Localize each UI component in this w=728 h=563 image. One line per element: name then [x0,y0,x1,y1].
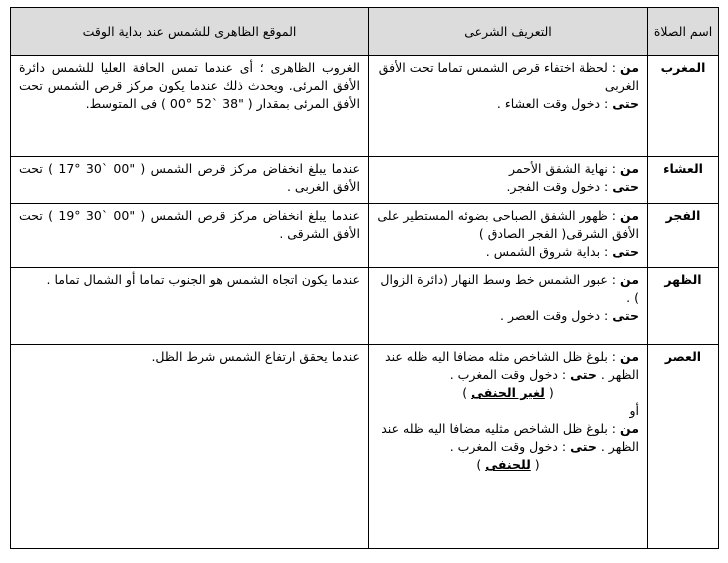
header-sun-position: الموقع الظاهرى للشمس عند بداية الوقت [11,8,369,56]
to-label: حتى [612,244,639,259]
from-label: من [620,60,639,75]
from-text: : بلوغ ظل الشاخص مثليه مضافا اليه ظله عند الظهر . [381,421,639,454]
prayer-name: العشاء [648,157,719,204]
sun-position: عندما يحقق ارتفاع الشمس شرط الظل. [11,345,369,549]
prayer-definition [369,56,648,157]
header-prayer-name: اسم الصلاة [648,8,719,56]
to-label: حتى [612,96,639,111]
prayer-name: الفجر [648,204,719,268]
prayer-definition [369,268,648,345]
from-text: : بلوغ ظل الشاخص مثله مضافا اليه ظله عند الظهر . [385,349,639,382]
from-text: : لحظة اختفاء قرص الشمس تماما تحت الأفق الغربى [378,60,639,93]
to-text: : دخول وقت المغرب . [449,367,567,382]
to-label: حتى [570,439,597,454]
header-definition: التعريف الشرعى [369,8,648,56]
or-label: أو [629,403,639,418]
table-row [11,157,719,204]
from-label: من [620,272,639,287]
school-note: للحنفى [485,457,531,472]
sun-position: عندما يبلغ انخفاض مركز قرص الشمس ( "00 `30 °17 ) تحت الأفق الغربى . [11,157,369,204]
sun-position: الغروب الظاهرى ؛ أى عندما تمس الحافة العليا للشمس دائرة الأفق المرئى. ويحدث ذلك عندما يكون مركز قرص الشمس تحت الأفق المرئى بمقدار ( "38 `52 °00 ) فى المتوسط. [11,56,369,157]
prayer-name: العصر [648,345,719,549]
sun-position: عندما يبلغ انخفاض مركز قرص الشمس ( "00 `30 °19 ) تحت الأفق الشرقى . [11,204,369,268]
from-text: : نهاية الشفق الأحمر [509,161,617,176]
header-row [11,8,719,56]
from-label: من [620,161,639,176]
to-label: حتى [570,367,597,382]
sun-position: عندما يكون اتجاه الشمس هو الجنوب تماما أو الشمال تماما . [11,268,369,345]
from-label: من [620,421,639,436]
to-text: : دخول وقت الفجر. [506,179,609,194]
to-label: حتى [612,308,639,323]
prayer-name: الظهر [648,268,719,345]
to-text: : دخول وقت العصر . [500,308,609,323]
prayer-name: المغرب [648,56,719,157]
from-text: : عبور الشمس خط وسط النهار (دائرة الزوال ) . [380,272,639,305]
to-text: : دخول وقت العشاء . [496,96,609,111]
to-label: حتى [612,179,639,194]
table-row [11,268,719,345]
prayer-definition [369,204,648,268]
to-text: : دخول وقت المغرب . [449,439,567,454]
from-label: من [620,208,639,223]
table-row [11,204,719,268]
from-label: من [620,349,639,364]
to-text: : بداية شروق الشمس . [485,244,609,259]
prayer-definition [369,157,648,204]
prayer-definition: من : بلوغ ظل الشاخص مثله مضافا اليه ظله عند الظهر . حتى : دخول وقت المغرب . ( لغير الحنفى ) أو من : بلوغ ظل الشاخص مثليه مضافا اليه ظله عند الظهر . حتى : دخول وقت المغرب . ( للحنفى ) [369,345,648,549]
table-row [11,56,719,157]
table-row [11,345,719,549]
from-text: : ظهور الشفق الصباحى بضوئه المستطير على الأفق الشرقى( الفجر الصادق ) [377,208,639,241]
school-note: لغير الحنفى [471,385,545,400]
prayer-times-table [10,7,719,549]
